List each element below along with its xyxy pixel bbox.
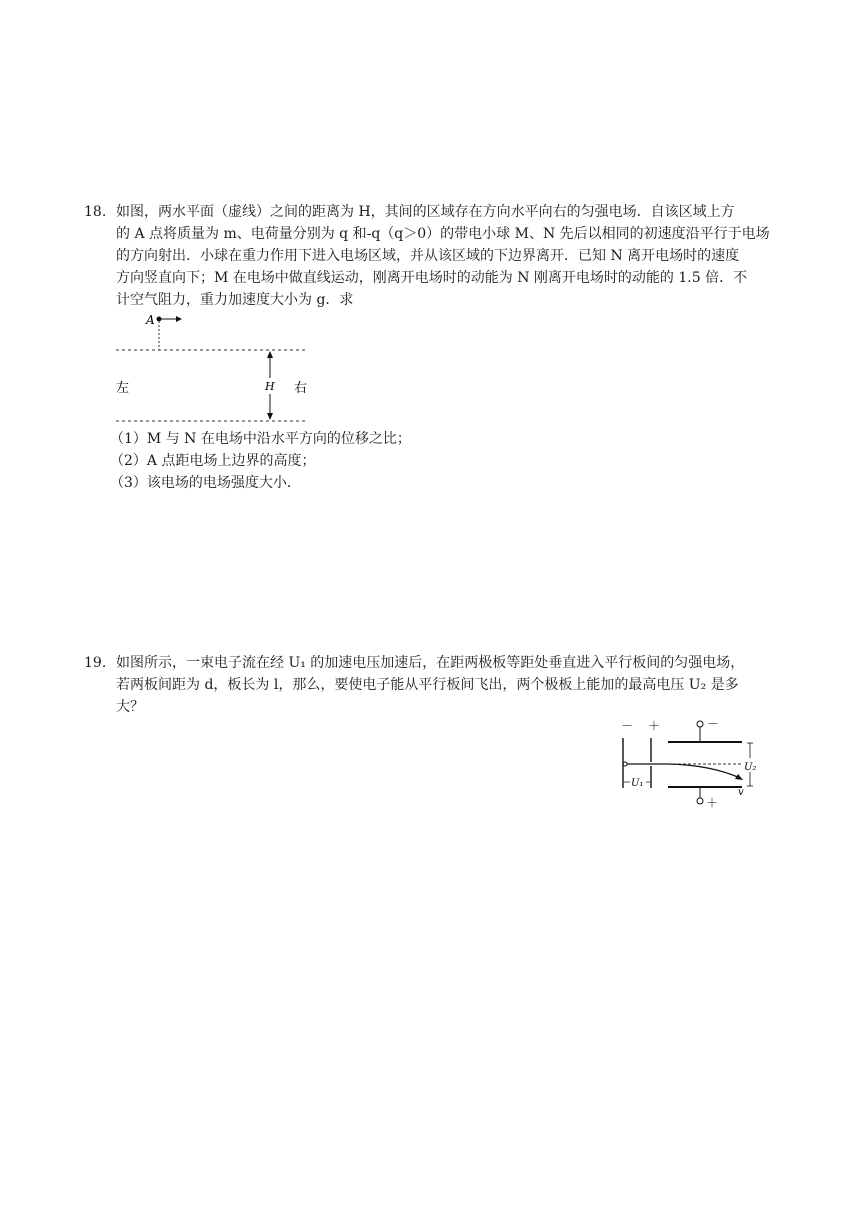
- arrow-head: [735, 774, 743, 780]
- parallel-plate-figure: [616, 716, 766, 812]
- arrow-head: [176, 316, 182, 322]
- left-label: 左: [116, 381, 130, 396]
- question-19: [84, 652, 784, 718]
- question-line: 如图所示，一束电子流在经 U₁ 的加速电压加速后，在距两极板等距处垂直进入平行板间的匀强电场，: [116, 655, 745, 671]
- subquestion: （3）该电场的电场强度大小．: [110, 475, 301, 491]
- u1-label: U₁: [631, 778, 644, 789]
- velocity-label: v: [738, 787, 744, 798]
- bottom-plus-label: ＋: [706, 796, 719, 810]
- arrow-head: [267, 351, 273, 358]
- top-minus-label: －: [707, 717, 720, 731]
- question-text: [116, 652, 784, 718]
- height-label: H: [265, 380, 275, 393]
- acc-minus-label: －: [621, 719, 634, 733]
- question-number: 19.: [84, 655, 107, 671]
- subquestion: （2）A 点距电场上边界的高度；: [110, 453, 316, 469]
- field-region-figure: [108, 308, 318, 428]
- point-a-label: A: [146, 313, 155, 327]
- question-line: 计空气阻力，重力加速度大小为 g．求: [116, 292, 354, 308]
- u2-label: U₂: [744, 762, 757, 773]
- question-line: 的 A 点将质量为 m、电荷量分别为 q 和-q（q＞0）的带电小球 M、N 先后以相同的初速度沿平行于电场: [116, 226, 770, 242]
- question-text: [116, 201, 784, 311]
- question-line: 的方向射出．小球在重力作用下进入电场区域，并从该区域的下边界离开．已知 N 离开电场时的速度: [116, 248, 740, 264]
- right-label: 右: [294, 381, 308, 396]
- electron-trajectory: [668, 764, 740, 778]
- acc-plus-label: ＋: [648, 719, 661, 733]
- top-terminal: [697, 721, 703, 727]
- arrow-head: [267, 413, 273, 420]
- bottom-terminal: [697, 798, 703, 804]
- subquestion: （1）M 与 N 在电场中沿水平方向的位移之比；: [110, 431, 411, 447]
- question-line: 如图，两水平面（虚线）之间的距离为 H，其间的区域存在方向水平向右的匀强电场．自该区域上方: [116, 204, 735, 220]
- question-line: 若两板间距为 d，板长为 l，那么，要使电子能从平行板间飞出，两个极板上能加的最高电压 U₂ 是多: [116, 677, 739, 693]
- question-line: 方向竖直向下；M 在电场中做直线运动，刚离开电场时的动能为 N 刚离开电场时的动能的 1.5 倍．不: [116, 270, 748, 286]
- question-line: 大？: [116, 699, 144, 715]
- question-number: 18.: [84, 204, 107, 220]
- question-18: [84, 201, 784, 311]
- subquestion-list: [110, 428, 411, 494]
- point-a-dot: [157, 317, 162, 322]
